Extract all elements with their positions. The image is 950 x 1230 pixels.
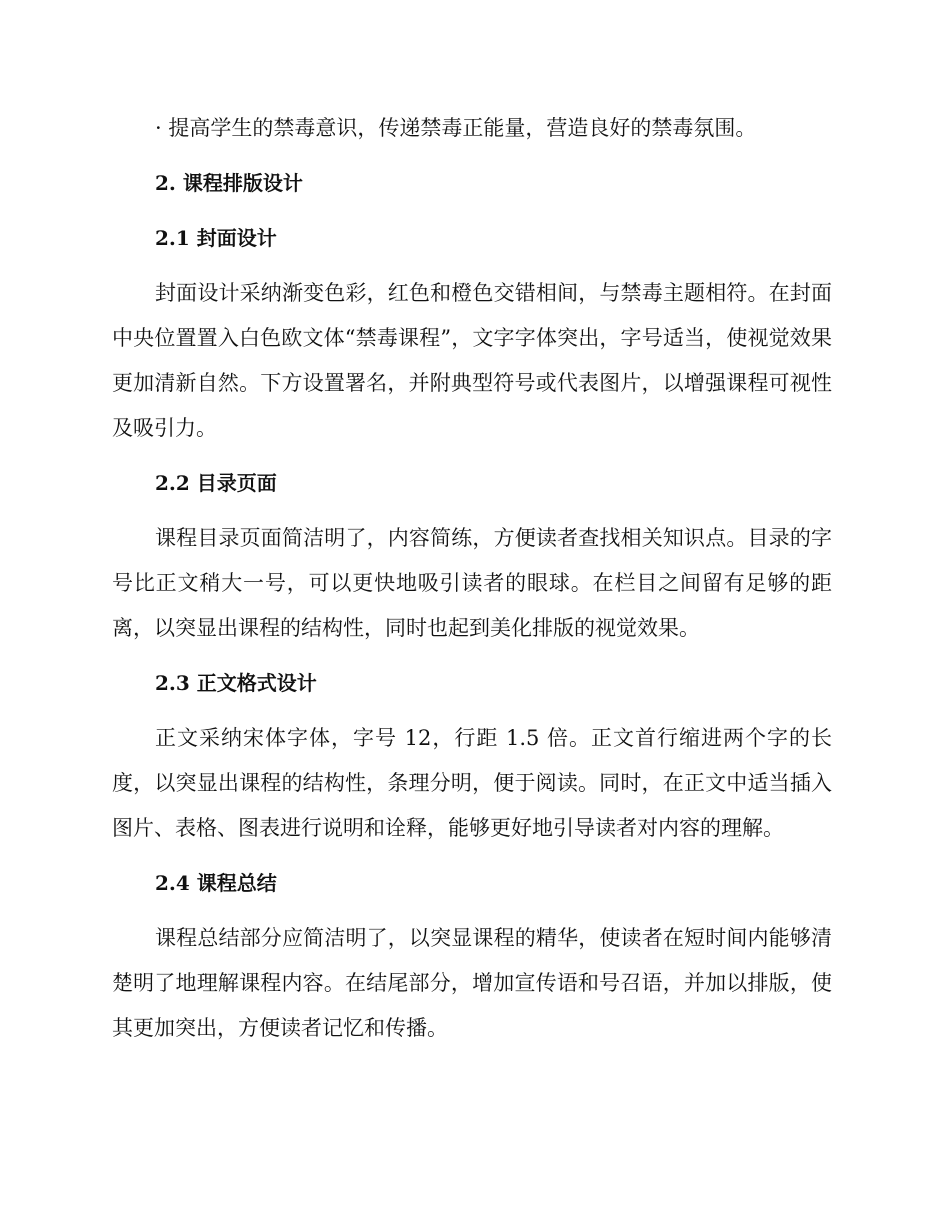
section-2-1-paragraph: 封面设计采纳渐变色彩，红色和橙色交错相间，与禁毒主题相符。在封面中央位置置入白色欧文体“禁毒课程”，文字字体突出，字号适当，使视觉效果更加清新自然。下方设置署名，并附典型符号或代表图片，以增强课程可视性及吸引力。 <box>112 281 832 440</box>
section-2-3-paragraph: 正文采纳宋体字体，字号 12，行距 1.5 倍。正文首行缩进两个字的长度，以突显出课程的结构性，条理分明，便于阅读。同时，在正文中适当插入图片、表格、图表进行说明和诠释，能够更好地引导读者对内容的理解。 <box>112 726 832 840</box>
section-2-3-heading: 2.3 正文格式设计 <box>155 671 317 695</box>
section-2-4-paragraph: 课程总结部分应简洁明了，以突显课程的精华，使读者在短时间内能够清楚明了地理解课程内容。在结尾部分，增加宣传语和号召语，并加以排版，使其更加突出，方便读者记忆和传播。 <box>112 926 832 1040</box>
bullet-point: · 提高学生的禁毒意识，传递禁毒正能量，营造良好的禁毒氛围。 <box>155 116 757 140</box>
section-2-2-heading: 2.2 目录页面 <box>155 471 277 495</box>
section-2-heading: 2. 课程排版设计 <box>155 171 303 195</box>
section-2-4-heading: 2.4 课程总结 <box>155 871 277 895</box>
section-2-2-paragraph: 课程目录页面简洁明了，内容简练，方便读者查找相关知识点。目录的字号比正文稍大一号，可以更快地吸引读者的眼球。在栏目之间留有足够的距离，以突显出课程的结构性，同时也起到美化排版的视觉效果。 <box>112 526 832 640</box>
document-body <box>112 106 832 1061</box>
section-2-1-heading: 2.1 封面设计 <box>155 226 277 250</box>
